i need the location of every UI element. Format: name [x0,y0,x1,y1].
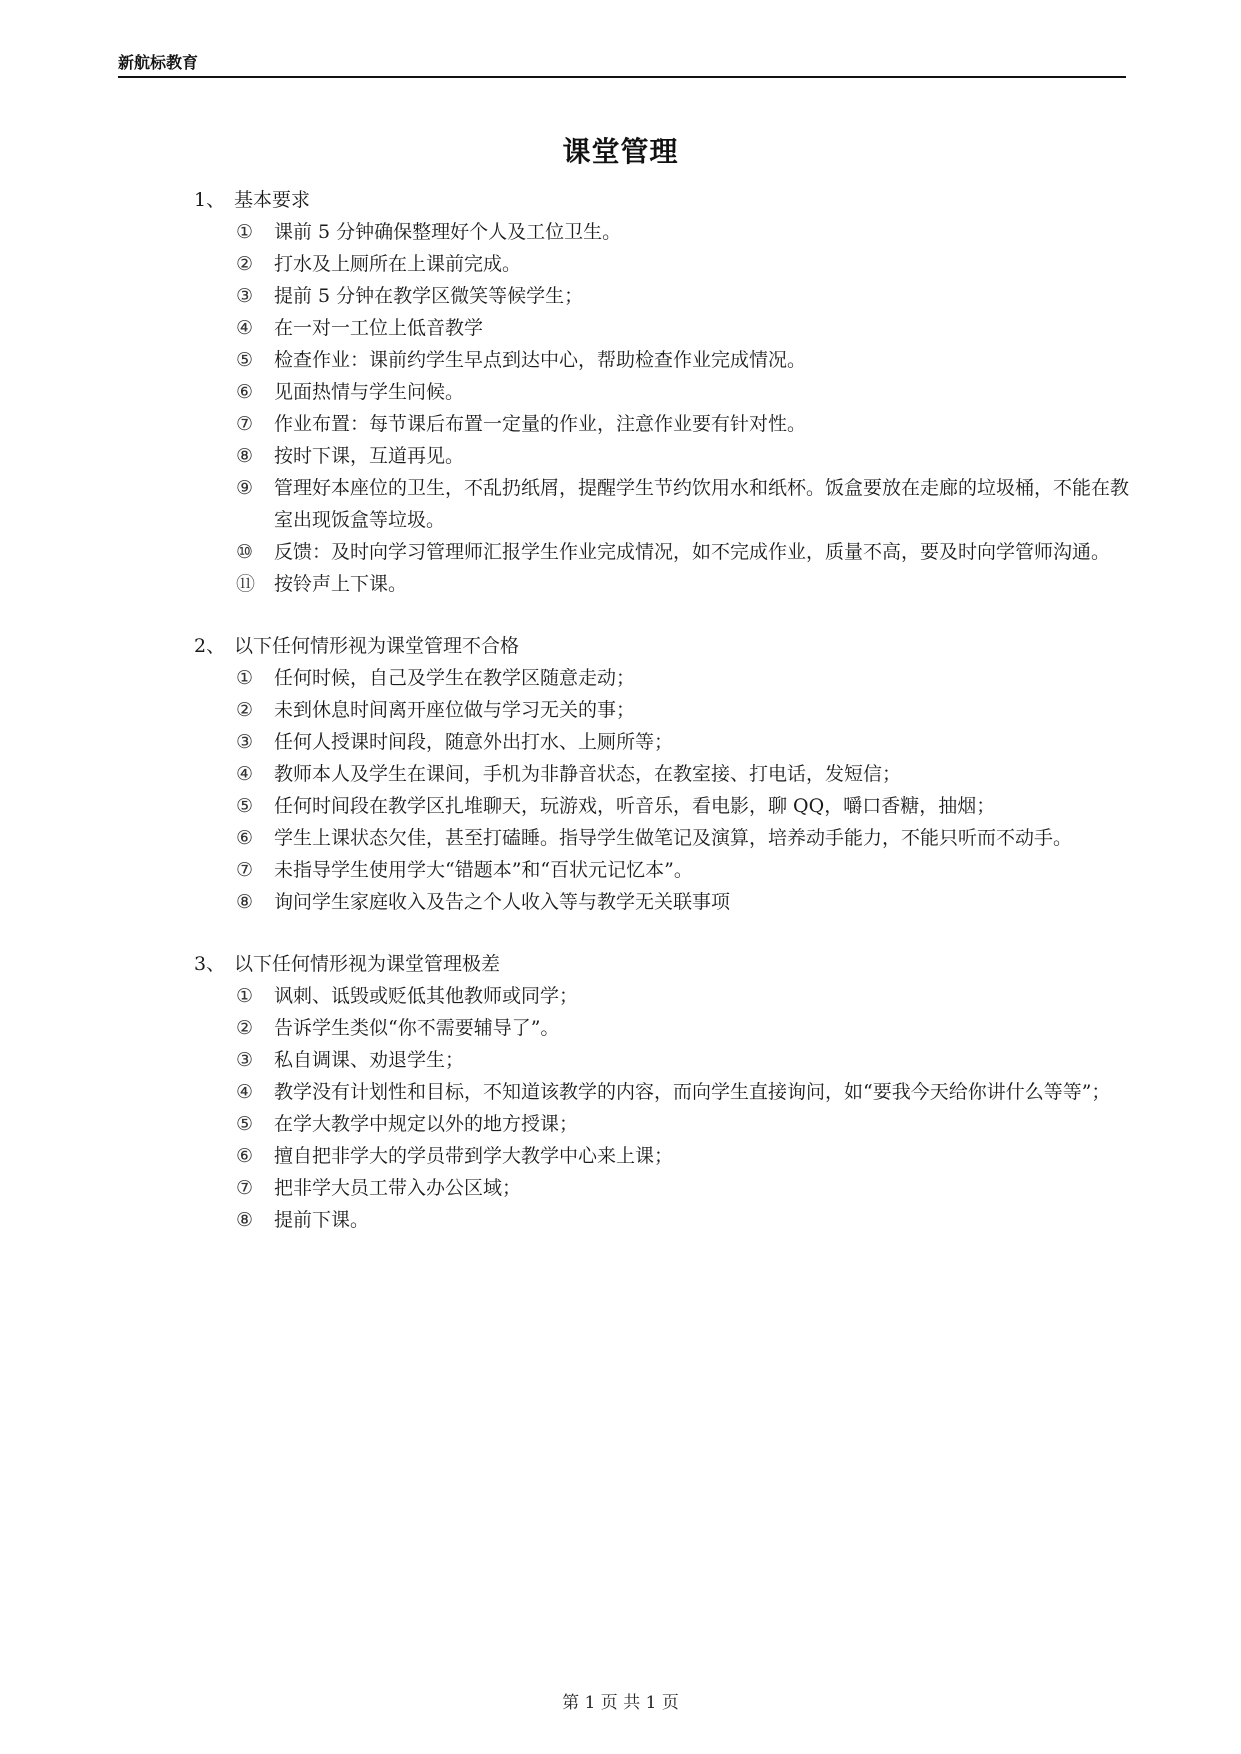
list-item-marker: ② [236,253,254,275]
section [194,948,1134,1236]
list-item [236,280,1134,312]
list-item-marker: ② [236,1017,254,1039]
list-item-marker: ④ [236,317,254,339]
list-item [236,376,1134,408]
list-item-text: 告诉学生类似“你不需要辅导了”。 [274,1017,560,1039]
list-item-marker: ⑨ [236,477,254,499]
list-item-marker: ③ [236,1049,254,1071]
section-number: 1、 [194,189,226,211]
list-item [236,1044,1134,1076]
list-item-text: 检查作业：课前约学生早点到达中心，帮助检查作业完成情况。 [274,349,807,371]
list-item-text: 管理好本座位的卫生，不乱扔纸屑，提醒学生节约饮用水和纸杯。饭盒要放在走廊的垃圾桶，不能在教室出现饭盒等垃圾。 [274,477,1130,531]
list-item [236,758,1134,790]
list-item [236,886,1134,918]
list-item [236,694,1134,726]
list-item-text: 私自调课、劝退学生； [274,1049,465,1071]
list-item [236,472,1134,536]
list-item [236,662,1134,694]
list-item [236,216,1134,248]
list-item-marker: ⑪ [236,573,256,595]
list-item-text: 提前 5 分钟在教学区微笑等候学生； [274,285,584,307]
list-item-text: 任何时候，自己及学生在教学区随意走动； [274,667,636,689]
list-item-marker: ① [236,221,254,243]
list-item-marker: ⑤ [236,1113,254,1135]
list-item-marker: ⑧ [236,445,254,467]
list-item-text: 把非学大员工带入办公区域； [274,1177,522,1199]
list-item [236,248,1134,280]
list-item-marker: ② [236,699,254,721]
list-item-marker: ④ [236,763,254,785]
list-item [236,344,1134,376]
list-item-marker: ⑧ [236,1209,254,1231]
section-heading-text: 以下任何情形视为课堂管理极差 [234,953,501,975]
list-item-text: 按铃声上下课。 [274,573,408,595]
list-item [236,1076,1134,1108]
section-number: 3、 [194,953,226,975]
section-heading [194,184,1134,216]
list-item-text: 教学没有计划性和目标，不知道该教学的内容，而向学生直接询问，如“要我今天给你讲什么等等”； [274,1081,1111,1103]
list-item-marker: ④ [236,1081,254,1103]
section-heading [194,948,1134,980]
list-item-text: 擅自把非学大的学员带到学大教学中心来上课； [274,1145,674,1167]
section [194,630,1134,918]
list-item-text: 打水及上厕所在上课前完成。 [274,253,522,275]
list-item-marker: ⑥ [236,1145,254,1167]
list-item-marker: ⑧ [236,891,254,913]
list-item-text: 未到休息时间离开座位做与学习无关的事； [274,699,636,721]
list-item [236,568,1134,600]
section-heading-text: 基本要求 [234,189,311,211]
list-item-marker: ⑤ [236,795,254,817]
list-item [236,1140,1134,1172]
page-title: 课堂管理 [562,135,679,168]
section-heading [194,630,1134,662]
list-item-text: 按时下课，互道再见。 [274,445,465,467]
list-item [236,536,1134,568]
list-item-marker: ⑥ [236,381,254,403]
list-item-marker: ① [236,667,254,689]
list-item [236,312,1134,344]
list-item-marker: ⑦ [236,1177,254,1199]
list-item-text: 任何时间段在教学区扎堆聊天，玩游戏，听音乐，看电影，聊 QQ，嚼口香糖，抽烟； [274,795,996,817]
list-item-text: 在一对一工位上低音教学 [274,317,484,339]
list-item [236,790,1134,822]
list-item-text: 询问学生家庭收入及告之个人收入等与教学无关联事项 [274,891,731,913]
list-item [236,440,1134,472]
list-item-marker: ③ [236,285,254,307]
section-number: 2、 [194,635,226,657]
list-item-text: 提前下课。 [274,1209,370,1231]
page-header [118,48,1126,78]
list-item [236,822,1134,854]
list-item-text: 作业布置：每节课后布置一定量的作业，注意作业要有针对性。 [274,413,807,435]
header-brand: 新航标教育 [118,53,199,72]
list-item [236,1172,1134,1204]
document-body [194,184,1134,1266]
list-item-marker: ⑩ [236,541,254,563]
list-item-marker: ③ [236,731,254,753]
list-item [236,726,1134,758]
list-item [236,408,1134,440]
list-item [236,980,1134,1012]
list-item-text: 见面热情与学生问候。 [274,381,465,403]
list-item [236,1204,1134,1236]
list-item [236,1108,1134,1140]
list-item-marker: ⑦ [236,859,254,881]
list-item-marker: ⑤ [236,349,254,371]
list-item-text: 课前 5 分钟确保整理好个人及工位卫生。 [274,221,622,243]
list-item-marker: ① [236,985,254,1007]
list-item-text: 任何人授课时间段，随意外出打水、上厕所等； [274,731,674,753]
list-item-text: 讽刺、诋毁或贬低其他教师或同学； [274,985,579,1007]
list-item-text: 在学大教学中规定以外的地方授课； [274,1113,579,1135]
section-heading-text: 以下任何情形视为课堂管理不合格 [234,635,520,657]
list-item-text: 学生上课状态欠佳，甚至打磕睡。指导学生做笔记及演算，培养动手能力，不能只听而不动手。 [274,827,1073,849]
list-item-marker: ⑥ [236,827,254,849]
section [194,184,1134,600]
list-item [236,854,1134,886]
page-footer: 第 1 页 共 1 页 [562,1693,679,1713]
list-item-text: 教师本人及学生在课间，手机为非静音状态，在教室接、打电话，发短信； [274,763,902,785]
list-item-marker: ⑦ [236,413,254,435]
list-item-text: 未指导学生使用学大“错题本”和“百状元记忆本”。 [274,859,693,881]
list-item [236,1012,1134,1044]
list-item-text: 反馈：及时向学习管理师汇报学生作业完成情况，如不完成作业，质量不高，要及时向学管师沟通。 [274,541,1111,563]
